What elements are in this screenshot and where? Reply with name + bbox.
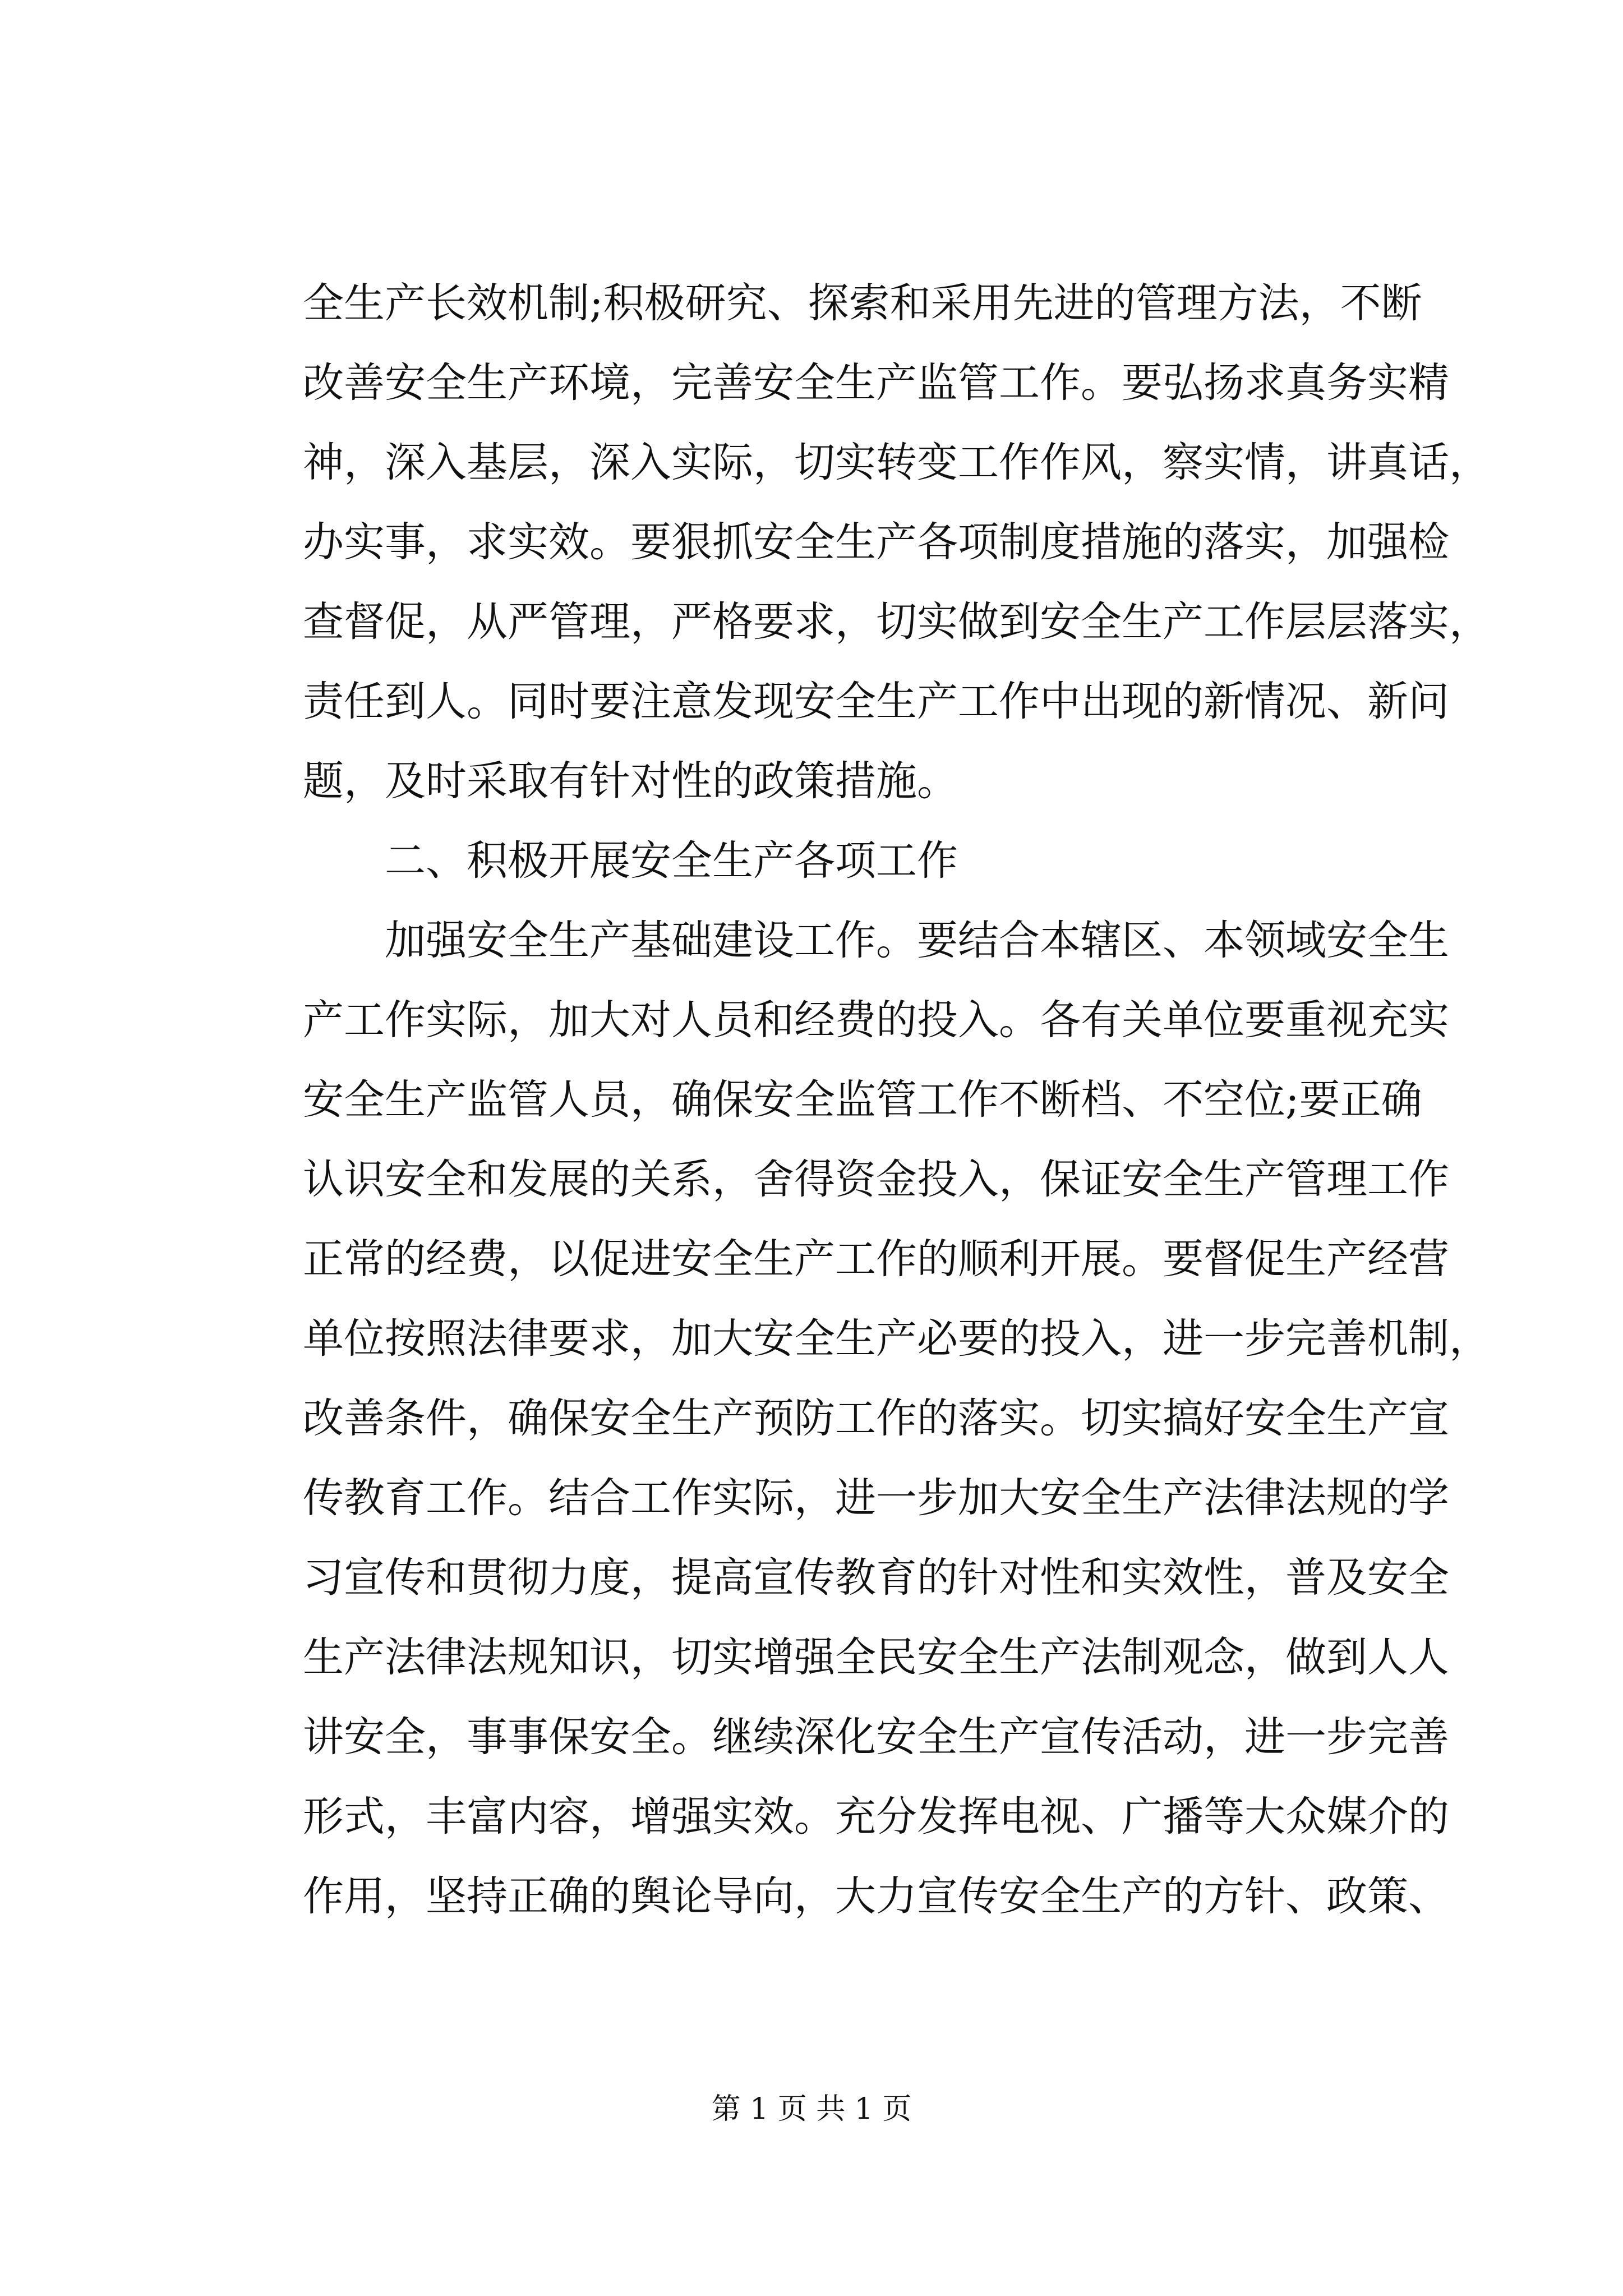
text-line: 题，及时采取有针对性的政策措施。 bbox=[303, 757, 958, 805]
document-body bbox=[303, 264, 1490, 1936]
text-line: 查督促，从严管理，严格要求，切实做到安全生产工作层层落实， bbox=[303, 598, 1490, 646]
page-number-footer: 第 1 页 共 1 页 bbox=[711, 2092, 912, 2126]
text-line: 传教育工作。结合工作实际，进一步加大安全生产法律法规的学 bbox=[303, 1474, 1449, 1522]
text-line: 责任到人。同时要注意发现安全生产工作中出现的新情况、新问 bbox=[303, 678, 1449, 725]
text-line: 改善安全生产环境，完善安全生产监管工作。要弘扬求真务实精 bbox=[303, 359, 1449, 407]
text-line: 习宣传和贯彻力度，提高宣传教育的针对性和实效性，普及安全 bbox=[303, 1554, 1449, 1602]
text-line: 正常的经费，以促进安全生产工作的顺利开展。要督促生产经营 bbox=[303, 1235, 1449, 1283]
text-line: 全生产长效机制;积极研究、探索和采用先进的管理方法，不断 bbox=[303, 279, 1422, 327]
text-line: 单位按照法律要求，加大安全生产必要的投入，进一步完善机制， bbox=[303, 1315, 1490, 1363]
section-heading: 二、积极开展安全生产各项工作 bbox=[385, 837, 958, 885]
text-line: 安全生产监管人员，确保安全监管工作不断档、不空位;要正确 bbox=[303, 1076, 1422, 1124]
text-line: 生产法律法规知识，切实增强全民安全生产法制观念，做到人人 bbox=[303, 1634, 1449, 1681]
text-line: 办实事，求实效。要狠抓安全生产各项制度措施的落实，加强检 bbox=[303, 518, 1449, 566]
text-line: 产工作实际，加大对人员和经费的投入。各有关单位要重视充实 bbox=[303, 996, 1449, 1044]
text-line: 神，深入基层，深入实际，切实转变工作作风，察实情，讲真话， bbox=[303, 439, 1490, 486]
text-line: 改善条件，确保安全生产预防工作的落实。切实搞好安全生产宣 bbox=[303, 1395, 1449, 1442]
paragraph-first-line: 加强安全生产基础建设工作。要结合本辖区、本领域安全生 bbox=[385, 917, 1449, 964]
text-line: 讲安全，事事保安全。继续深化安全生产宣传活动，进一步完善 bbox=[303, 1713, 1449, 1761]
text-line: 作用，坚持正确的舆论导向，大力宣传安全生产的方针、政策、 bbox=[303, 1872, 1449, 1920]
text-line: 形式，丰富内容，增强实效。充分发挥电视、广播等大众媒介的 bbox=[303, 1793, 1449, 1841]
text-line: 认识安全和发展的关系，舍得资金投入，保证安全生产管理工作 bbox=[303, 1156, 1449, 1203]
